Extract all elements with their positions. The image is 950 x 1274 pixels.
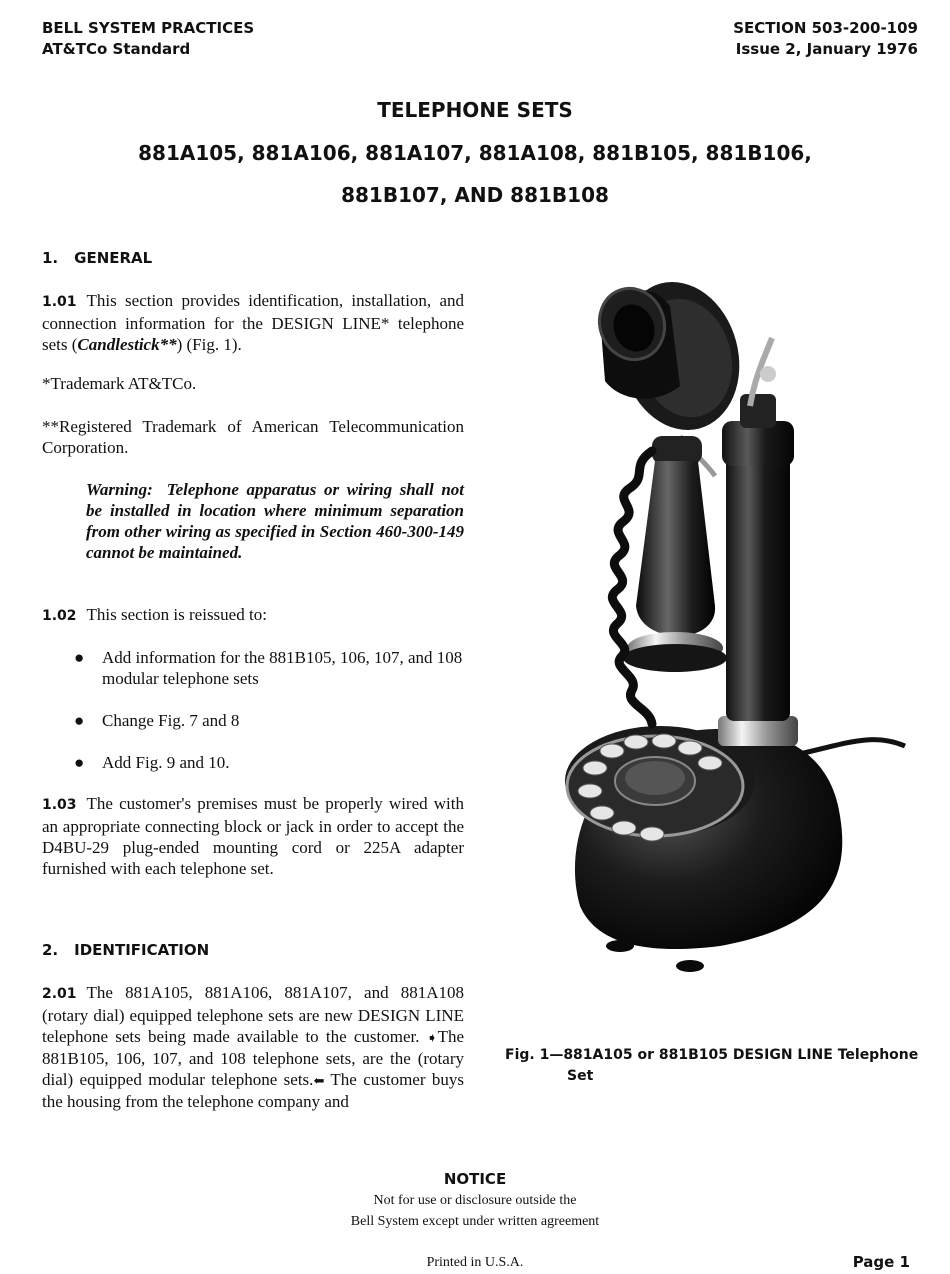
reissue-list bbox=[74, 647, 464, 773]
section2-number: 2. bbox=[42, 941, 59, 959]
footnote-trademark: *Trademark AT&TCo. bbox=[42, 374, 197, 393]
paragraph-text: The 881A105, 881A106, 881A107, and 881A108 (rotary dial) equipped telephone sets are new DESIGN LINE telephone sets being made available to the customer. bbox=[42, 983, 464, 1046]
change-end-arrow-icon: ⬅ bbox=[313, 1073, 325, 1088]
warning-text: Telephone apparatus or wiring shall not be installed in location where minimum separation from other wiring as specified in Section 460-300-149 cannot be maintained. bbox=[86, 480, 464, 562]
paragraph-text-change: The 881B105, 106, 107, and 108 telephone sets, are the (rotary dial) equipped modular telephone sets. bbox=[42, 1027, 465, 1089]
list-item: ● Add Fig. 9 and 10. bbox=[74, 753, 230, 772]
list-item: ● Add information for the 881B105, 106, 107, and 108 modular telephone sets bbox=[74, 648, 463, 688]
header-right bbox=[733, 18, 918, 60]
paragraph-1-02 bbox=[42, 604, 464, 627]
header-section-number: SECTION 503-200-109 bbox=[733, 19, 918, 37]
paragraph-text: This section is reissued to: bbox=[86, 605, 267, 624]
section2-heading bbox=[42, 941, 209, 959]
header-left bbox=[42, 18, 254, 60]
document-title: TELEPHONE SETS bbox=[377, 98, 573, 122]
change-start-arrow-icon: ➧ bbox=[426, 1030, 438, 1045]
section2-title: IDENTIFICATION bbox=[74, 941, 210, 959]
notice-title: NOTICE bbox=[443, 1170, 507, 1188]
paragraph-text-continued: The customer buys the housing from the telephone company and bbox=[42, 1070, 465, 1111]
notice-line2: Bell System except under written agreement bbox=[350, 1214, 600, 1229]
section1-heading bbox=[42, 249, 152, 267]
paragraph-number: 1.01 bbox=[42, 294, 77, 310]
footnote-registered-trademark: **Registered Trademark of American Telecommunication Corporation. bbox=[42, 417, 464, 457]
figure-caption bbox=[505, 1045, 925, 1087]
paragraph-1-03 bbox=[42, 793, 464, 879]
document-subtitle-line1: 881A105, 881A106, 881A107, 881A108, 881B105, 881B106, bbox=[138, 141, 812, 165]
warning-block bbox=[86, 479, 464, 563]
section1-title: GENERAL bbox=[74, 249, 153, 267]
header-standard: AT&TCo Standard bbox=[42, 40, 191, 58]
page-number: Page 1 bbox=[852, 1253, 910, 1271]
paragraph-text-end: ) (Fig. 1). bbox=[176, 335, 242, 354]
paragraph-number: 1.03 bbox=[42, 797, 77, 813]
paragraph-1-01 bbox=[42, 290, 464, 355]
paragraph-number: 2.01 bbox=[42, 986, 77, 1002]
notice-line1: Not for use or disclosure outside the bbox=[373, 1193, 577, 1208]
candlestick-trademark: Candlestick** bbox=[77, 335, 177, 354]
printed-in: Printed in U.S.A. bbox=[426, 1255, 524, 1270]
header-issue: Issue 2, January 1976 bbox=[735, 40, 918, 58]
paragraph-2-01 bbox=[42, 982, 464, 1112]
figure-caption-line1: Fig. 1—881A105 or 881B105 DESIGN LINE Telephone bbox=[505, 1047, 919, 1063]
paragraph-text: This section provides identification, installation, and connection information for the DESIGN LINE* telephone sets ( bbox=[42, 291, 464, 354]
figure-caption-line2: Set bbox=[567, 1068, 594, 1084]
document-subtitle-line2: 881B107, AND 881B108 bbox=[341, 183, 609, 207]
paragraph-number: 1.02 bbox=[42, 608, 77, 624]
paragraph-text: The customer's premises must be properly wired with an appropriate connecting block or jack in order to accept the D4BU-29 plug-ended mounting cord or 225A adapter furnished with each telephone set. bbox=[42, 794, 464, 878]
warning-label: Warning: bbox=[86, 480, 153, 499]
list-item: ● Change Fig. 7 and 8 bbox=[74, 711, 240, 730]
section1-number: 1. bbox=[42, 249, 59, 267]
candlestick-telephone-image bbox=[540, 276, 910, 996]
header-practice-title: BELL SYSTEM PRACTICES bbox=[42, 19, 255, 37]
